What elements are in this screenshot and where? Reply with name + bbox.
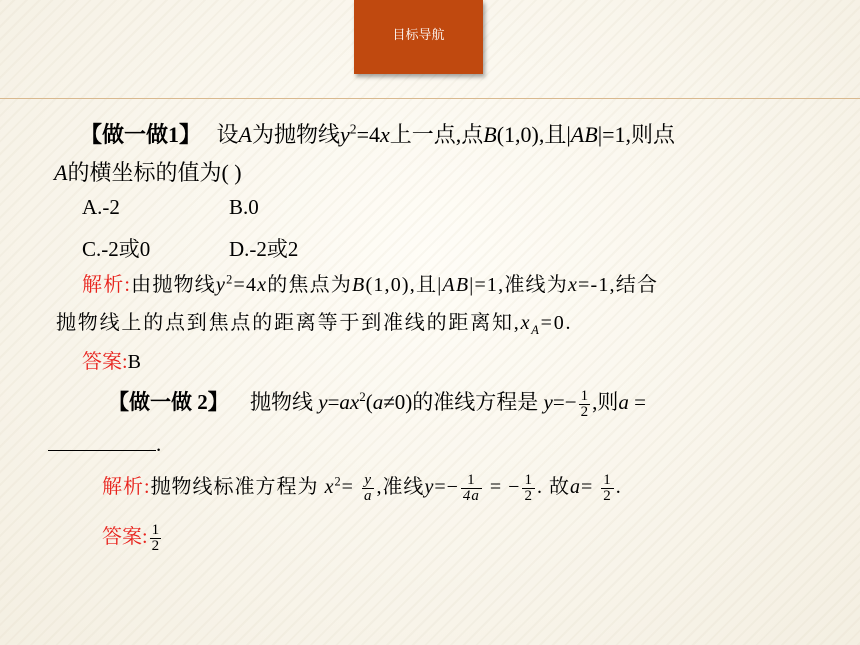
- q2-analysis-label: 解析:: [102, 476, 151, 498]
- q1-analysis-label: 解析:: [82, 274, 132, 296]
- q1-answer: [82, 345, 141, 374]
- q2-analysis-fraction-y-over-a: $\frac{y}{a}$: [363, 471, 373, 504]
- q1-option-a: A.-2: [82, 195, 120, 219]
- q1-answer-value: B: [127, 351, 141, 373]
- nav-tab-label: 目标导航: [392, 28, 445, 43]
- q1-option-d: D.-2或2: [229, 237, 299, 261]
- q2-bracket-label: 【做一做 2】: [108, 390, 229, 414]
- q2-answer-blank[interactable]: [48, 449, 156, 451]
- q2-answer-fraction: $\frac{1}{2}$: [151, 521, 160, 554]
- q1-option-b: B.0: [229, 195, 259, 219]
- q1-line2: A的横坐标的值为( ): [54, 160, 242, 185]
- q1-analysis-line2: 抛物线上的点到焦点的距离等于到准线的距离知$,x_A=0$.: [56, 312, 573, 337]
- q2-answer: [102, 520, 163, 554]
- q2-analysis-fraction-1-over-2: $\frac{1}{2}$: [524, 471, 533, 504]
- q1-option-c: C.-2或0: [82, 237, 151, 261]
- q1-analysis-line1: 解析:由抛物线$y^2=4x$的焦点为B(1,0),且|AB|=1,准线为x=-1,结合: [82, 272, 659, 296]
- q2-analysis-fraction-a-value: $\frac{1}{2}$: [603, 471, 612, 504]
- nav-tab-goal-navigation[interactable]: [354, 0, 483, 74]
- q2-answer-blank-line: .: [48, 432, 161, 457]
- q1-line1: 【做一做1】 设A为抛物线$y^2=4x$上一点,点B(1,0),且|AB|=1,则点: [80, 121, 675, 147]
- q1-answer-label: 答案:: [82, 351, 128, 373]
- q2-analysis-fraction-1-over-4a: $\frac{1}{4a}$: [462, 471, 480, 504]
- header-divider: [0, 98, 860, 99]
- q2-analysis: 解析:抛物线标准方程为 $x^2=$ $\frac{y}{a}$ ,准线y=− $\frac{1}{4a}$ = − $\frac{1}{2}$ . 故a= $\frac{1}{2}$ .: [102, 471, 622, 504]
- q2-line1: 【做一做 2】 抛物线 $y=ax^2(a\ne 0)$的准线方程是 y=− $\frac{1}{2}$ ,则a =: [108, 387, 646, 420]
- q2-directrix-fraction: $\frac{1}{2}$: [580, 387, 589, 420]
- q2-answer-label: 答案:: [102, 526, 148, 548]
- q1-bracket-label: 【做一做1】: [80, 122, 202, 147]
